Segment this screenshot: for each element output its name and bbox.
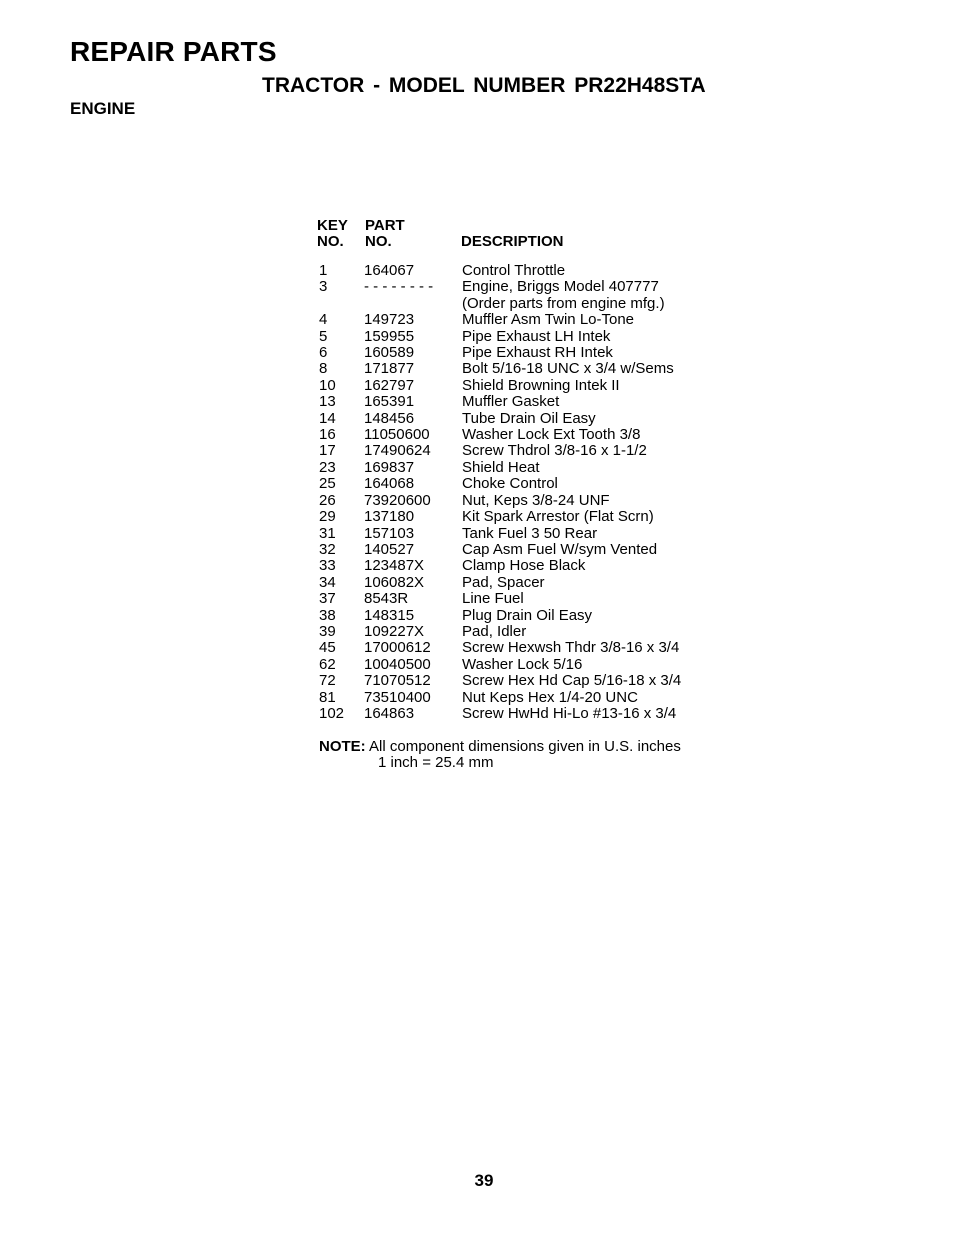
key-no-cell: 5	[319, 327, 328, 345]
parts-list-header	[317, 218, 681, 252]
key-no-cell: 72	[319, 672, 336, 690]
description-cell: Screw Hexwsh Thdr 3/8-16 x 3/4	[462, 639, 680, 657]
key-no-cell: 17	[319, 442, 336, 460]
key-no-cell: 14	[319, 409, 336, 427]
part-no-cell: 11050600	[364, 426, 430, 444]
part-no-cell: - - - - - - - -	[364, 278, 434, 296]
table-row	[317, 706, 681, 722]
table-row	[317, 394, 681, 410]
table-row	[317, 443, 681, 459]
part-no-cell: 109227X	[364, 622, 425, 640]
part-no-cell: 160589	[364, 344, 415, 362]
note-line-2: 1 inch = 25.4 mm	[378, 754, 494, 772]
key-no-cell: 1	[319, 262, 328, 279]
description-cell: Screw Hex Hd Cap 5/16-18 x 3/4	[462, 672, 682, 690]
key-no-cell: 4	[319, 311, 328, 329]
key-no-cell: 16	[319, 426, 336, 444]
table-row	[317, 493, 681, 509]
description-cell: Washer Lock 5/16	[462, 655, 583, 673]
part-no-cell: 137180	[364, 508, 415, 526]
table-row	[317, 329, 681, 345]
part-no-cell: 123487X	[364, 557, 425, 575]
key-no-cell: 10	[319, 376, 336, 394]
part-no-cell: 10040500	[364, 655, 431, 673]
table-row	[317, 575, 681, 591]
key-no-cell: 13	[319, 393, 336, 411]
description-cell: Pad, Spacer	[462, 573, 545, 591]
description-cell: Plug Drain Oil Easy	[462, 606, 593, 624]
key-no-cell: 31	[319, 524, 336, 542]
part-no-cell: 164067	[364, 262, 415, 279]
description-cell: Pad, Idler	[462, 622, 527, 640]
table-row	[317, 558, 681, 574]
description-cell: Muffler Gasket	[462, 393, 560, 411]
table-row	[317, 526, 681, 542]
part-no-cell: 140527	[364, 540, 415, 558]
key-no-cell: 29	[319, 508, 336, 526]
part-no-cell: 73920600	[364, 491, 431, 509]
part-no-cell: 164068	[364, 475, 415, 493]
part-no-cell: 171877	[364, 360, 415, 378]
table-row	[317, 411, 681, 427]
key-no-cell: 23	[319, 458, 336, 476]
column-header-part-no: PART NO.	[365, 217, 405, 251]
description-cell: Choke Control	[462, 475, 558, 493]
part-no-cell: 17490624	[364, 442, 431, 460]
table-row	[317, 690, 681, 706]
description-cell: Engine, Briggs Model 407777 (Order parts from engine mfg.)	[462, 278, 665, 312]
section-heading: ENGINE	[70, 99, 136, 118]
description-cell: Pipe Exhaust LH Intek	[462, 327, 611, 345]
dimension-note	[319, 739, 681, 772]
table-row	[317, 509, 681, 525]
part-no-cell: 106082X	[364, 573, 425, 591]
table-row	[317, 673, 681, 689]
part-no-cell: 159955	[364, 327, 415, 345]
note-line-1: All component dimensions given in U.S. inches	[369, 738, 681, 755]
part-no-cell: 165391	[364, 393, 415, 411]
table-row	[317, 640, 681, 656]
model-subtitle: TRACTOR - MODEL NUMBER PR22H48STA	[262, 74, 706, 97]
description-cell: Clamp Hose Black	[462, 557, 586, 575]
key-no-cell: 34	[319, 573, 336, 591]
key-no-cell: 38	[319, 606, 336, 624]
description-cell: Cap Asm Fuel W/sym Vented	[462, 540, 658, 558]
column-header-description: DESCRIPTION	[461, 233, 564, 250]
key-no-cell: 45	[319, 639, 336, 657]
description-cell: Screw Thdrol 3/8-16 x 1-1/2	[462, 442, 647, 460]
key-no-cell: 102	[319, 704, 345, 722]
part-no-cell: 8543R	[364, 590, 409, 608]
description-cell: Tube Drain Oil Easy	[462, 409, 596, 427]
table-row	[317, 378, 681, 394]
key-no-cell: 37	[319, 590, 336, 608]
part-no-cell: 73510400	[364, 688, 431, 706]
page-title: REPAIR PARTS	[70, 36, 277, 67]
table-row	[317, 345, 681, 361]
description-cell: Muffler Asm Twin Lo-Tone	[462, 311, 635, 329]
key-no-cell: 32	[319, 540, 336, 558]
description-cell: Washer Lock Ext Tooth 3/8	[462, 426, 641, 444]
parts-list-rows	[317, 263, 681, 722]
note-label: NOTE:	[319, 738, 366, 755]
key-no-cell: 6	[319, 344, 328, 362]
table-row	[317, 542, 681, 558]
table-row	[317, 279, 681, 312]
description-cell: Bolt 5/16-18 UNC x 3/4 w/Sems	[462, 360, 674, 378]
table-row	[317, 263, 681, 279]
key-no-cell: 33	[319, 557, 336, 575]
table-row	[317, 476, 681, 492]
description-cell: Pipe Exhaust RH Intek	[462, 344, 613, 362]
parts-list	[317, 218, 681, 722]
part-no-cell: 162797	[364, 376, 415, 394]
key-no-cell: 62	[319, 655, 336, 673]
table-row	[317, 312, 681, 328]
part-no-cell: 169837	[364, 458, 415, 476]
key-no-cell: 39	[319, 622, 336, 640]
description-cell: Line Fuel	[462, 590, 524, 608]
key-no-cell: 8	[319, 360, 328, 378]
description-cell: Tank Fuel 3 50 Rear	[462, 524, 598, 542]
table-row	[317, 460, 681, 476]
description-cell: Kit Spark Arrestor (Flat Scrn)	[462, 508, 654, 526]
column-header-key-no: KEY NO.	[317, 217, 348, 251]
key-no-cell: 25	[319, 475, 336, 493]
table-row	[317, 591, 681, 607]
part-no-cell: 148315	[364, 606, 415, 624]
table-row	[317, 608, 681, 624]
table-row	[317, 624, 681, 640]
description-cell: Nut, Keps 3/8-24 UNF	[462, 491, 610, 509]
key-no-cell: 26	[319, 491, 336, 509]
description-cell: Shield Heat	[462, 458, 540, 476]
part-no-cell: 149723	[364, 311, 415, 329]
description-cell: Nut Keps Hex 1/4-20 UNC	[462, 688, 638, 706]
table-row	[317, 361, 681, 377]
page-number: 39	[474, 1171, 494, 1190]
part-no-cell: 71070512	[364, 672, 431, 690]
part-no-cell: 157103	[364, 524, 415, 542]
part-no-cell: 148456	[364, 409, 415, 427]
table-row	[317, 657, 681, 673]
table-row	[317, 427, 681, 443]
part-no-cell: 164863	[364, 704, 415, 722]
key-no-cell: 3	[319, 278, 328, 296]
description-cell: Shield Browning Intek II	[462, 376, 620, 394]
description-cell: Control Throttle	[462, 262, 566, 279]
part-no-cell: 17000612	[364, 639, 431, 657]
key-no-cell: 81	[319, 688, 336, 706]
description-cell: Screw HwHd Hi-Lo #13-16 x 3/4	[462, 704, 677, 722]
